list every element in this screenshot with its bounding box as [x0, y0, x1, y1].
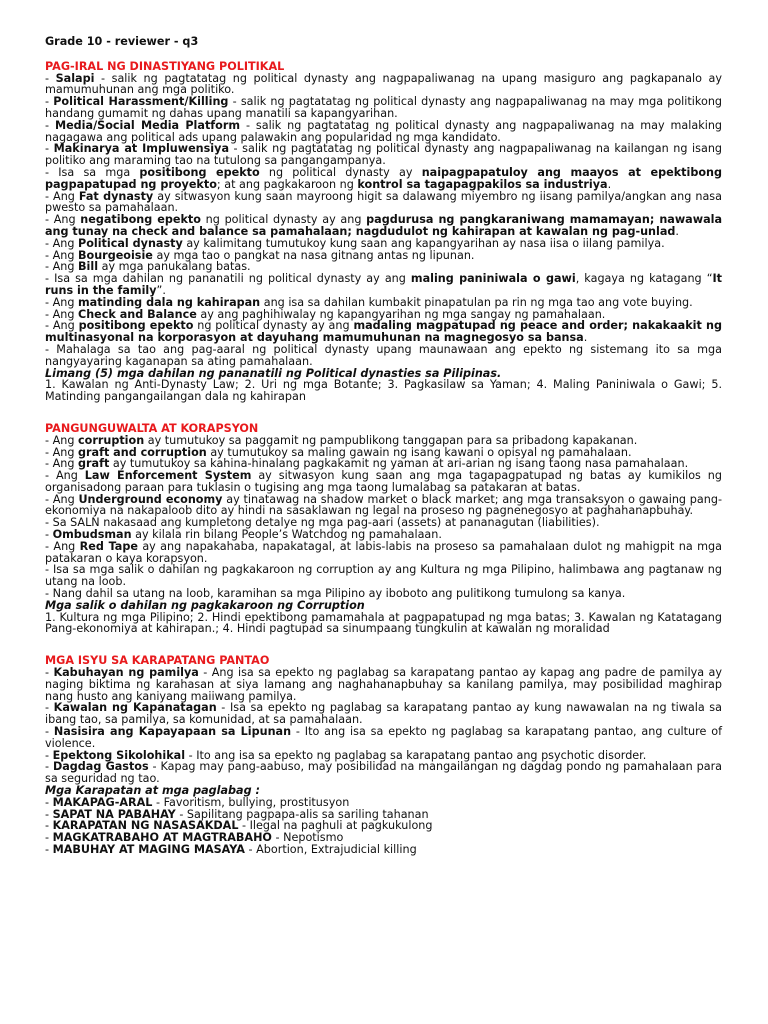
list-item: [45, 494, 722, 518]
text-run: - Ilegal na paghuli at pagkukulong: [238, 819, 433, 833]
text-run: ng political dynasty ay ang: [200, 213, 367, 227]
text-run: -: [45, 807, 53, 821]
text-run: - Isa sa mga: [45, 165, 140, 179]
text-run: - Ang: [45, 457, 78, 471]
list-item: [45, 214, 722, 238]
text-run: - Ito ang isa sa epekto ng paglabag sa karapatang pantao, ang culture of violence.: [45, 725, 723, 750]
bold-term: graft: [78, 457, 110, 471]
text-run: ay tumutukoy sa kahina-hinalang pagkakamit ng yaman at ari-arian ng isang taong nasa pamahalaan.: [109, 457, 689, 471]
text-run: - Ang: [45, 213, 81, 227]
text-run: ay tumutukoy sa maling gawain ng isang kawani o opisyal ng pamahalaan.: [206, 445, 632, 459]
bold-term: kontrol sa tagapagpakilos sa industriya: [357, 177, 608, 191]
text-run: -: [45, 760, 53, 774]
bold-term: MAGKATRABAHO AT MAGTRABAHO: [52, 831, 272, 845]
text-run: -: [45, 666, 54, 680]
text-run: - Ang: [45, 492, 79, 506]
section-heading-dinastiya: PAG-IRAL NG DINASTIYANG POLITIKAL: [45, 59, 285, 73]
bold-term: Red Tape: [79, 539, 138, 553]
text-run: -: [45, 71, 56, 85]
text-run: ng political dynasty ay ang: [193, 319, 354, 333]
reviewer-document: [45, 36, 722, 856]
text-run: ng political dynasty ay: [259, 165, 422, 179]
text-run: -: [45, 831, 53, 845]
list-item: [45, 844, 722, 856]
text-run: - Sa SALN nakasaad ang kumpletong detalye ng mga pag-aari (assets) at pananagutan (liabilities).: [45, 516, 600, 530]
bold-term: It runs in the family: [45, 272, 723, 297]
document-title: Grade 10 - reviewer - q3: [45, 35, 199, 48]
section-items-dinastiya: [45, 73, 722, 368]
bold-term: negatibong epekto: [80, 213, 201, 227]
list-item: [45, 320, 722, 344]
list-item: [45, 726, 722, 750]
text-run: - Ang isa sa epekto ng paglabag sa karapatang pantao ay kapag ang padre de pamilya ay naging biktima ng karahasan at siya lamang ang naghahanapbuhay sa kanilang pamilya, may posibilidad maghirap nang husto ang kaniyang maiiwang pamilya.: [45, 666, 722, 703]
bold-term: Check and Balance: [78, 307, 197, 321]
text-run: - Ang: [45, 445, 78, 459]
bold-term: graft and corruption: [78, 445, 207, 459]
text-run: - Isa sa mga salik o dahilan ng pagkakaroon ng corruption ay ang Kultura ng mga Pilipino, halimbawa ang pagtanaw ng utang na loob.: [45, 563, 722, 589]
text-run: -: [45, 118, 55, 132]
text-run: - Isa sa epekto ng paglabag sa karapatang pantao ay kung nawawalan na ng tiwala sa ibang tao, sa pamilya, sa komunidad, at sa pamahalaan.: [45, 701, 722, 727]
text-run: -: [45, 95, 54, 109]
list-item: [45, 564, 722, 588]
bold-term: Political Harassment/Killing: [53, 95, 229, 109]
list-item: [45, 667, 722, 702]
list-item: [45, 167, 722, 191]
bold-term: Bill: [78, 260, 99, 274]
text-run: ; at ang pagkakaroon ng: [216, 177, 358, 191]
text-run: - salik ng pagtatatag ng political dynasty ang nagpapaliwanag na may malaking nagagawa ang political ads upang palawakin ang popularidad ng mga kandidato.: [45, 118, 723, 144]
text-run: - Sapilitang pagpapa-alis sa sariling tahanan: [175, 807, 429, 821]
text-run: -: [45, 795, 53, 809]
numbered-reasons-korapsyon: 1. Kultura ng mga Pilipino; 2. Hindi epektibong pamamahala at pagpapatupad ng mga batas; 3. Kawalan ng Katatagang Pang-ekonomiya at kahirapan.; 4. Hindi pagtupad sa sinumpaang tungkulin at kawalan ng moralidad: [45, 610, 722, 636]
bold-term: Nasisira ang Kapayapaan sa Lipunan: [53, 725, 292, 739]
text-run: - Ang: [45, 295, 78, 309]
bold-term: Bourgeoisie: [78, 248, 153, 262]
bold-term: Epektong Sikolohikal: [52, 748, 186, 762]
list-item: [45, 761, 722, 785]
bold-term: Dagdag Gastos: [52, 760, 149, 774]
bold-term: Ombudsman: [52, 528, 132, 542]
text-run: - Favoritism, bullying, prostitusyon: [152, 795, 350, 809]
text-run: - Ang: [45, 469, 85, 483]
text-run: - Kapag may pang-aabuso, may posibilidad na mangailangan ng dagdag pondo ng pamahalaan para sa seguridad ng tao.: [45, 760, 723, 786]
bold-term: maling paniniwala o gawi: [410, 272, 576, 286]
numbered-reasons-dinastiya: 1. Kawalan ng Anti-Dynasty Law; 2. Uri ng mga Botante; 3. Pagkasilaw sa Yaman; 4. Maling Paniniwala o Gawi; 5. Matinding pangangailangan dala ng kahirapan: [45, 378, 722, 404]
list-item: [45, 143, 722, 167]
subheading-dinastiya: Limang (5) mga dahilan ng pananatili ng Political dynasties sa Pilipinas.: [45, 366, 502, 380]
text-run: .: [675, 224, 679, 238]
list-item: [45, 191, 722, 215]
text-run: -: [45, 843, 53, 856]
text-run: - Ang: [45, 248, 78, 262]
text-run: ay mga panukalang batas.: [98, 260, 251, 274]
text-run: -: [45, 725, 54, 739]
list-item: [45, 344, 722, 368]
text-run: - salik ng pagtatatag ng political dynasty ang nagpapaliwanag na upang masiguro ang pagkapanalo ay mamumuhunan ang mga politiko.: [45, 71, 722, 97]
list-item: [45, 702, 722, 726]
bold-term: madaling magpatupad ng peace and order; nakakaakit ng multinasyonal na korporasyon at dayuhang mamumuhunan na magnegosyo sa bansa: [45, 319, 722, 345]
text-run: -: [45, 748, 53, 762]
bold-term: Kabuhayan ng pamilya: [53, 666, 199, 680]
bold-term: corruption: [78, 433, 145, 447]
text-run: -: [45, 819, 53, 833]
text-run: - Mahalaga sa tao ang pag-aaral ng political dynasty upang maunawaan ang epekto ng sistemang ito sa mga nangyayaring kaganapan sa ating pamahalaan.: [45, 342, 722, 368]
text-run: - salik ng pagtatatag ng political dynasty ang nagpapaliwanag na kailangan ng isang politiko ang maraming tao na tutulong sa pangangampanya.: [45, 142, 723, 168]
bold-term: Law Enforcement System: [84, 469, 252, 483]
text-run: -: [45, 142, 54, 156]
text-run: - Ang: [45, 319, 79, 333]
list-item: [45, 541, 722, 565]
section-items-karapatang-pantao: [45, 667, 722, 785]
text-run: ay tinatawag na shadow market o black market; ang mga transaksyon o gawaing pang-ekonomiya na nakapaloob dito ay hindi na sasaklawan ng legal na proseso ng pagnenegosyo at paghahanapbuhay.: [45, 492, 722, 518]
text-run: -: [45, 701, 54, 715]
text-run: - Isa sa mga dahilan ng pananatili ng political dynasty ay ang: [45, 272, 411, 286]
text-run: ay tumutukoy sa paggamit ng pampublikong tanggapan para sa pribadong kapakanan.: [144, 433, 638, 447]
bold-term: Underground economy: [78, 492, 223, 506]
text-run: ang isa sa dahilan kumbakit pinapatulan pa rin ng mga tao ang vote buying.: [260, 295, 693, 309]
bold-term: Fat dynasty: [78, 189, 154, 203]
text-run: - salik ng pagtatatag ng political dynasty ang nagpapaliwanag na may mga politikong handang gumamit ng dahas upang manatili sa kapangyarihan.: [45, 95, 723, 120]
text-run: - Ito ang isa sa epekto ng paglabag sa karapatang pantao ang psychotic disorder.: [185, 748, 647, 762]
text-run: ay kalimitang tumutukoy kung saan ang kapangyarihan ay nasa iisa o iilang pamilya.: [182, 236, 665, 250]
bold-term: positibong epekto: [78, 319, 194, 333]
text-run: - Nepotismo: [271, 831, 344, 845]
text-run: -: [45, 528, 53, 542]
bold-term: Media/Social Media Platform: [54, 118, 241, 132]
text-run: , kagaya ng katagang “: [575, 272, 713, 286]
bold-term: MAKAPAG-ARAL: [52, 795, 153, 809]
bold-term: Political dynasty: [78, 236, 183, 250]
text-run: - Ang: [45, 236, 78, 250]
section-heading-korapsyon: PANGUNGUWALTA AT KORAPSYON: [45, 421, 259, 435]
text-run: - Abortion, Extrajudicial killing: [244, 843, 417, 856]
text-run: - Nang dahil sa utang na loob, karamihan sa mga Pilipino ay iboboto ang pulitikong tumulong sa kanya.: [45, 587, 626, 601]
text-run: - Ang: [45, 307, 78, 321]
bold-term: Makinarya at Impluwensiya: [53, 142, 229, 156]
bold-term: KARAPATAN NG NASASAKDAL: [52, 819, 239, 833]
list-item: [45, 96, 722, 120]
list-item: [45, 120, 722, 144]
section-items-korapsyon: [45, 435, 722, 600]
bold-term: MABUHAY AT MAGING MASAYA: [52, 843, 245, 856]
text-run: ay ang napakahaba, napakatagal, at labis-labis na proseso sa pamahalaan dulot ng mahigpit na mga patakaran o kaya korapsyon.: [45, 539, 722, 565]
bold-term: Salapi: [55, 71, 95, 85]
list-item: [45, 73, 722, 97]
text-run: ay sitwasyon kung saan mayroong higit sa dalawang miyembro ng iisang pamilya/angkan ang nasa pwesto sa pamahalaan.: [45, 189, 722, 215]
section-heading-karapatang-pantao: MGA ISYU SA KARAPATANG PANTAO: [45, 654, 270, 668]
bold-term: pagdurusa ng pangkaraniwang mamamayan; nawawala ang tunay na check and balance sa pamahalaan; nagdudulot ng kahirapan at kawalan ng pag-unlad: [45, 213, 723, 238]
text-run: ”.: [156, 283, 166, 297]
list-item: [45, 273, 722, 297]
text-run: - Ang: [45, 539, 80, 553]
subheading-korapsyon: Mga salik o dahilan ng pagkakaroon ng Corruption: [45, 598, 365, 612]
text-run: - Ang: [45, 260, 78, 274]
text-run: ay ang paghihiwalay ng kapangyarihan ng mga sangay ng pamahalaan.: [196, 307, 606, 321]
bold-term: SAPAT NA PABAHAY: [52, 807, 176, 821]
rights-list: [45, 797, 722, 856]
bold-term: matinding dala ng kahirapan: [78, 295, 261, 309]
bold-term: naipagpapatuloy ang maayos at epektibong pagpapatupad ng proyekto: [45, 165, 722, 191]
list-item: [45, 470, 722, 494]
text-run: .: [607, 177, 612, 191]
bold-term: Kawalan ng Kapanatagan: [53, 701, 217, 715]
text-run: ay sitwasyon kung saan ang mga tagapagpatupad ng batas ay kumikilos ng organisadong paraan para tuklasin o tugising ang mga taong lumalabag sa patakaran at batas.: [45, 469, 723, 494]
text-run: .: [583, 331, 588, 345]
text-run: ay kilala rin bilang People’s Watchdog ng pamahalaan.: [131, 528, 442, 542]
text-run: ay mga tao o pangkat na nasa gitnang antas ng lipunan.: [152, 248, 475, 262]
text-run: - Ang: [45, 433, 78, 447]
subheading-karapatan: Mga Karapatan at mga paglabag :: [45, 784, 260, 798]
text-run: - Ang: [45, 189, 79, 203]
bold-term: positibong epekto: [139, 165, 260, 179]
